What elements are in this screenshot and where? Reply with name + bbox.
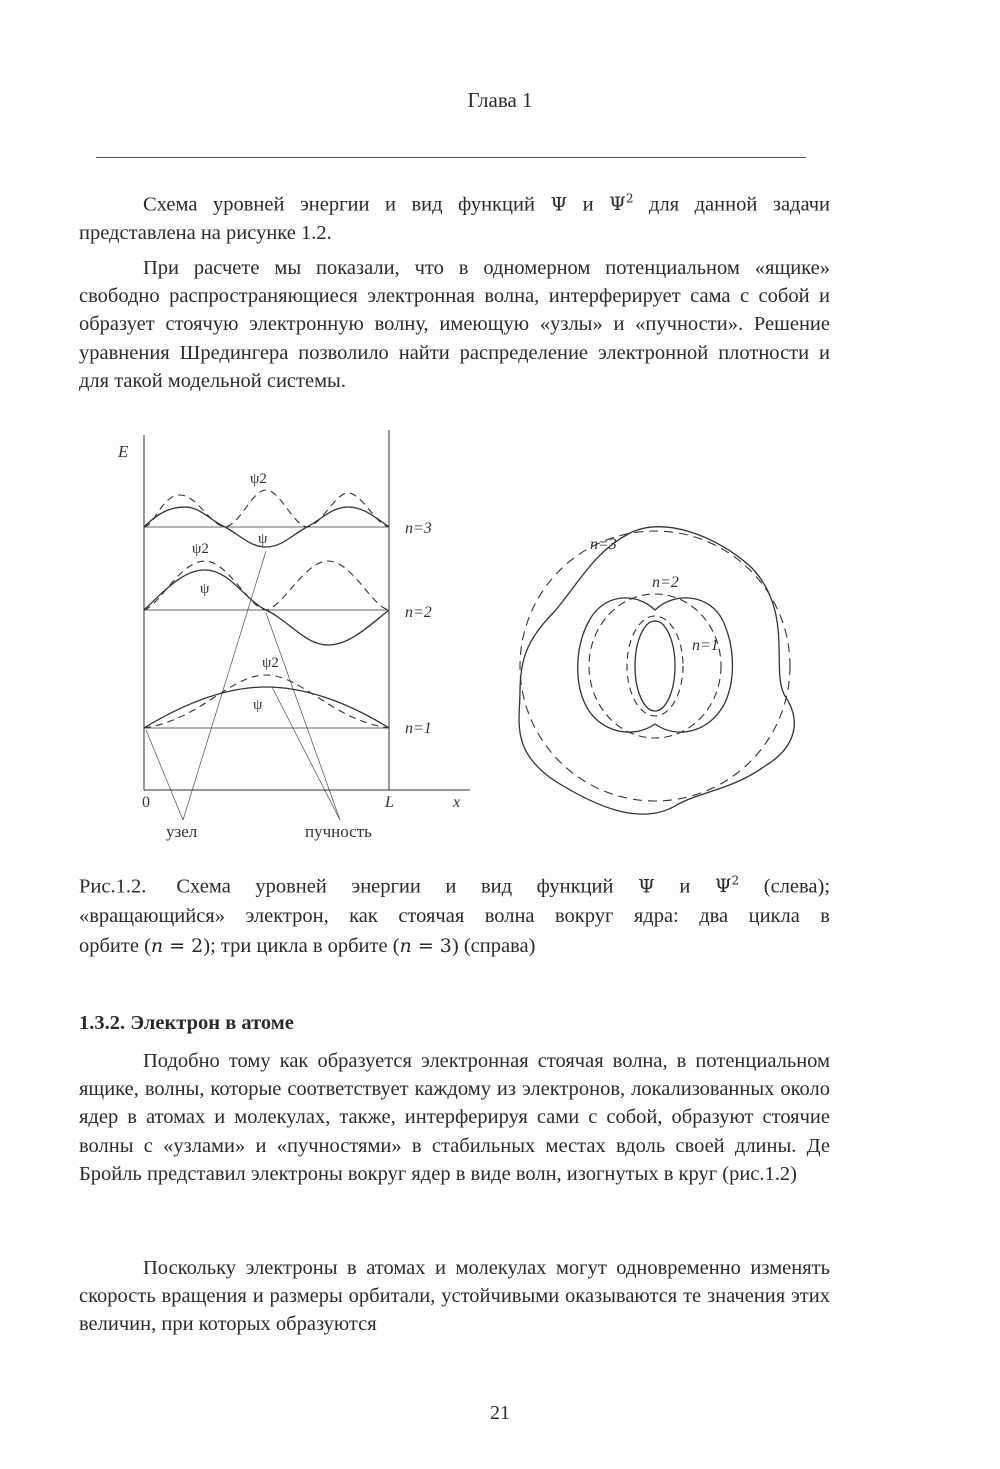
paragraph-1 (79, 185, 830, 247)
node-label: узел (166, 822, 198, 841)
level-label-n2: n=2 (405, 604, 432, 621)
psi-wave-n1 (144, 687, 389, 728)
p2-text: При расчете мы показали, что в одномерном потенциальном «ящике» свободно распространяющиеся электронная волна, интерферирует сама с собой и образует стоячую электронную волну, имеющую «узлы» и «пучности». Решение уравнения Шредингера позволило найти распределение электронной плотности и для такой модельной системы. (79, 257, 830, 392)
caption-text-a: Схема уровней энергии и вид функций (176, 875, 614, 898)
node-pointer-1 (146, 730, 183, 820)
axis-e-label: E (118, 442, 129, 461)
antinode-label: пучность (305, 822, 372, 841)
level-label-n3: n=3 (405, 520, 432, 537)
caption-psi2-symbol: $\Psi^2$ (714, 874, 740, 898)
p1-conj: и (582, 193, 594, 216)
caption-prefix: Рис.1.2. (79, 875, 147, 898)
antinode-pointer-2 (272, 687, 340, 820)
psi2-symbol: $\Psi^2$ (609, 192, 634, 216)
origin-label: 0 (142, 794, 150, 811)
antinode-pointer-1 (266, 613, 340, 820)
paragraph-2 (79, 254, 830, 395)
p1-text-b: для данной задачи (649, 193, 831, 216)
orbit-label-n2: n=2 (652, 574, 679, 591)
psi-symbol: Ψ (550, 193, 568, 216)
p4-text: Поскольку электроны в атомах и молекулах могут одновременно изменять скорость вращения и размеры орбитали, устойчивыми оказываются те значения этих величин, при которых образуются (79, 1257, 830, 1336)
psi2-label-n1: ψ2 (262, 655, 279, 671)
orbit-n3-base (520, 531, 790, 801)
orbit-label-n3: n=3 (590, 536, 617, 553)
header-rule (96, 157, 806, 158)
psi-label-n3: ψ (258, 531, 268, 547)
figure-1-2 (100, 425, 880, 845)
caption-line3: орбите (n = 2); три цикла в орбите (n = 3) (справа) (79, 935, 536, 958)
wall-l-label: L (385, 794, 394, 811)
p1-text-a: Схема уровней энергии и вид функций (143, 193, 535, 216)
p1-line2: представлена на рисунке 1.2. (79, 221, 332, 244)
chapter-header: Глава 1 (467, 88, 533, 112)
psi2-label-n2: ψ2 (192, 541, 209, 557)
psi-label-n2: ψ (200, 581, 210, 597)
caption-conj: и (679, 875, 691, 898)
caption-psi-symbol: Ψ (638, 875, 655, 898)
psi2-wave-n3 (144, 490, 389, 527)
psi-wave-n2 (144, 570, 389, 645)
node-pointer-2 (183, 551, 266, 820)
caption-line2: «вращающийся» электрон, как стоячая волна вокруг ядра: два цикла в (79, 905, 830, 928)
orbit-diagram (519, 527, 794, 814)
level-label-n1: n=1 (405, 720, 432, 737)
axis-x-label: x (453, 794, 461, 811)
figure-caption (79, 866, 830, 961)
orbit-label-n1: n=1 (692, 637, 719, 654)
energy-diagram (144, 430, 470, 820)
psi2-label-n3: ψ2 (250, 471, 267, 487)
psi-label-n1: ψ (253, 697, 263, 713)
page-number: 21 (490, 1402, 510, 1424)
orbit-n1-wave (635, 621, 675, 711)
psi2-wave-n2 (144, 561, 389, 610)
p3-text: Подобно тому как образуется электронная стоячая волна, в потенциальном ящике, волны, которые соответствует каждому из электронов, локализованных около ядер в атомах и молекулах, также, интерферируя сами с собой, образуют стоячие волны с «узлами» и «пучностями» в стабильных местах вдоль своей длины. Де Бройль представил электроны вокруг ядер в виде волн, изогнутых в круг (рис.1.2) (79, 1050, 830, 1185)
orbit-n2-wave (578, 598, 733, 732)
caption-text-b: (слева); (763, 875, 831, 898)
psi2-wave-n1 (144, 675, 389, 728)
paragraph-3 (79, 1047, 830, 1188)
section-heading: 1.3.2. Электрон в атоме (79, 1012, 294, 1034)
paragraph-4 (79, 1254, 830, 1339)
